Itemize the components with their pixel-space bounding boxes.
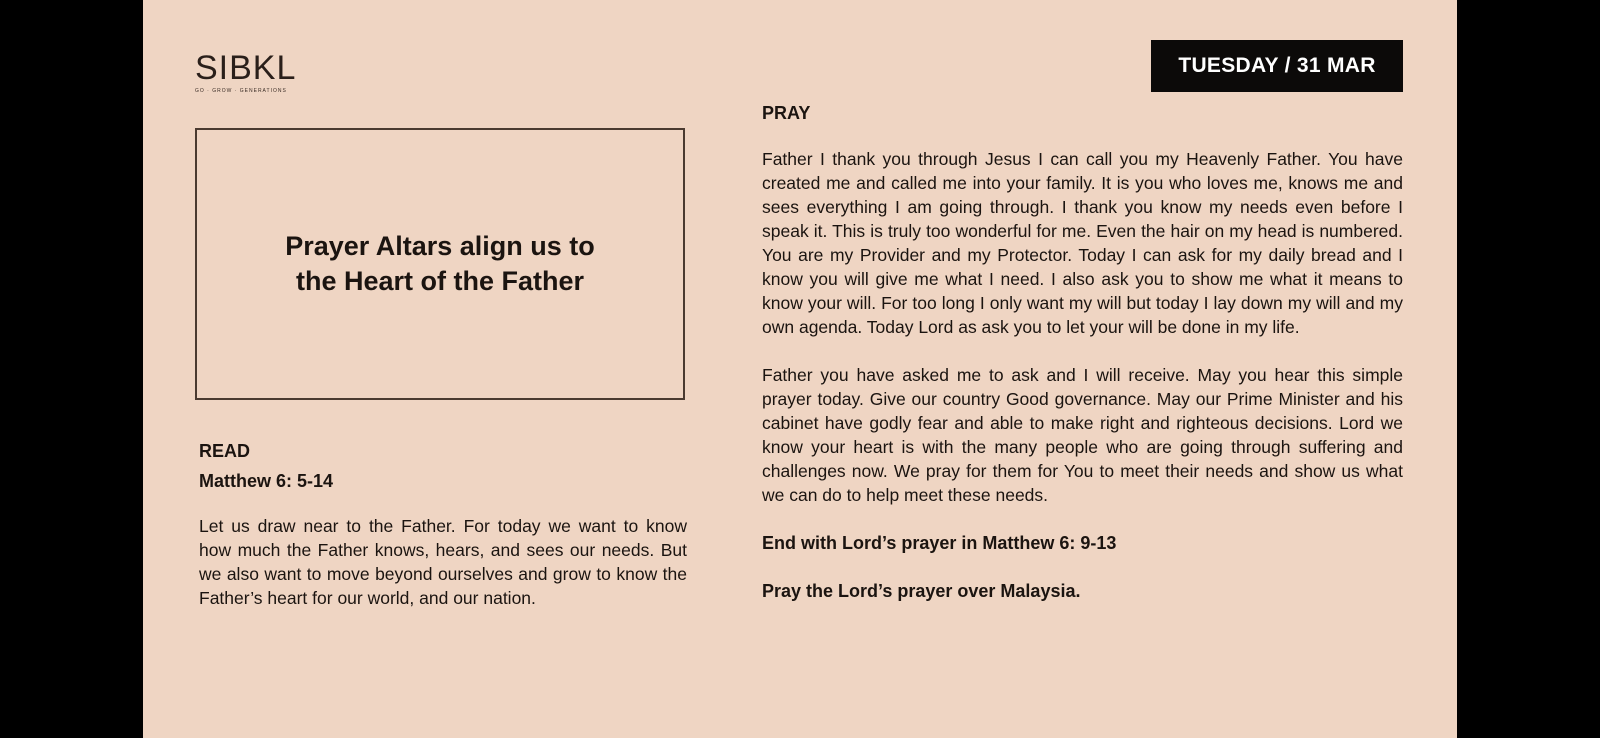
pray-paragraph-1: Father I thank you through Jesus I can call you my Heavenly Father. You have created me and called me into your family. It is you who loves me, knows me and sees everything I am going through. I thank you know my needs even before I speak it. This is truly too wonderful for me. Even the hair on my head is numbered. You are my Provider and my Protector. Today I can ask for my daily bread and I know you will give me what I need. I also ask you to show me what it means to know your will. For too long I only want my will but today I lay down my will and my own agenda. Today Lord as ask you to let your will be done in my life. [762, 149, 1403, 337]
pray-closing-2: Pray the Lord’s prayer over Malaysia. [762, 581, 1081, 601]
read-heading: READ [199, 441, 251, 461]
pray-section [762, 102, 1403, 603]
read-body: Let us draw near to the Father. For today we want to know how much the Father knows, hears, and sees our needs. But we also want to move beyond ourselves and grow to know the Father’s heart for our world, and our nation. [199, 516, 687, 608]
pray-heading: PRAY [762, 103, 811, 123]
read-section [199, 440, 687, 610]
read-reference: Matthew 6: 5-14 [199, 471, 334, 491]
quote-box [195, 128, 685, 400]
devotional-page [143, 0, 1457, 738]
pray-paragraph-2: Father you have asked me to ask and I will receive. May you hear this simple prayer today. Give our country Good governance. May our Prime Minister and his cabinet have godly fear and able to make right and righteous decisions. Lord we know your heart is with the many people who are going through suffering and challenges now. We pray for them for You to meet their needs and show us what we can do to help meet these needs. [762, 365, 1403, 505]
pray-closing-1: End with Lord’s prayer in Matthew 6: 9-13 [762, 533, 1117, 553]
logo-wordmark: SIBKL [195, 49, 297, 87]
date-badge: TUESDAY / 31 MAR [1151, 40, 1403, 92]
quote-text: Prayer Altars align us to the Heart of the Father [285, 231, 595, 296]
sibkl-logo [195, 50, 296, 94]
logo-tagline: GO · GROW · GENERATIONS [195, 88, 287, 94]
